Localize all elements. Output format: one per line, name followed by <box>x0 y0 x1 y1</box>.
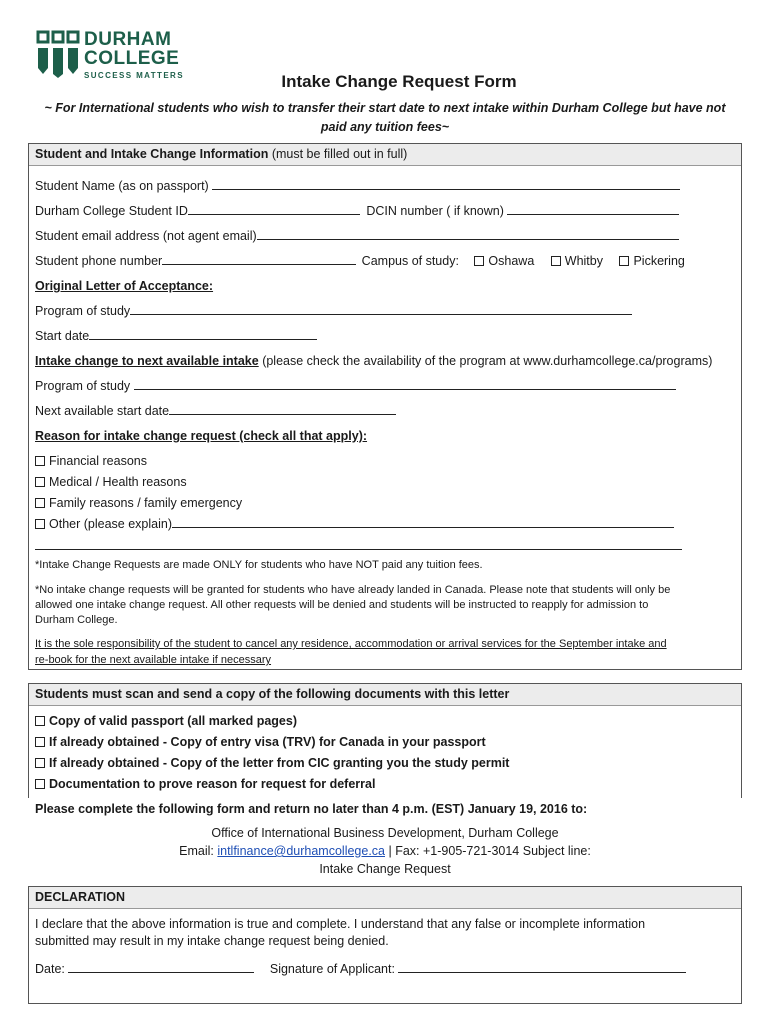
reason-other-checkbox[interactable] <box>35 519 45 529</box>
original-acceptance-heading: Original Letter of Acceptance: <box>35 279 214 293</box>
return-office: Office of International Business Development, Durham College <box>211 826 559 840</box>
doc-deferral-proof-row: Documentation to prove reason for request for deferral <box>35 776 375 792</box>
documents-section <box>28 683 742 798</box>
form-subtitle: ~ For International students who wish to transfer their start date to next intake within Durham College but have not paid any tuition fees~ <box>44 101 726 134</box>
logo-college-text: COLLEGE <box>84 48 180 69</box>
reason-medical-checkbox[interactable] <box>35 477 45 487</box>
next-start-date-field[interactable] <box>169 403 396 415</box>
return-email-line: Email: intlfinance@durhamcollege.ca | Fax: +1-905-721-3014 Subject line: <box>179 844 591 858</box>
logo-durham-text: DURHAM <box>84 29 172 50</box>
student-info-section <box>28 143 742 670</box>
note-landed-line3: Durham College. <box>35 614 118 626</box>
doc-deferral-proof-checkbox[interactable] <box>35 779 45 789</box>
original-program-row: Program of study <box>35 303 632 319</box>
new-program-field[interactable] <box>134 378 676 390</box>
campus-pickering-checkbox[interactable] <box>619 256 629 266</box>
doc-cic-letter-checkbox[interactable] <box>35 758 45 768</box>
reason-other-field[interactable] <box>172 516 674 528</box>
student-id-field[interactable] <box>188 203 360 215</box>
return-subject-line: Intake Change Request <box>319 862 451 876</box>
declaration-date-field[interactable] <box>68 961 254 973</box>
doc-cic-letter-row: If already obtained - Copy of the letter from CIC granting you the study permit <box>35 755 509 771</box>
student-name-row: Student Name (as on passport) <box>35 178 680 194</box>
original-program-field[interactable] <box>130 303 632 315</box>
declaration-text-line2: submitted may result in my intake change request being denied. <box>35 934 389 948</box>
student-name-field[interactable] <box>212 178 680 190</box>
return-email-link[interactable]: intlfinance@durhamcollege.ca <box>217 844 386 858</box>
return-deadline: Please complete the following form and return no later than 4 p.m. (EST) January 19, 2016 to: <box>35 802 588 816</box>
reason-other-extra-field[interactable] <box>35 538 682 550</box>
doc-passport-row: Copy of valid passport (all marked pages) <box>35 713 297 729</box>
intake-change-row <box>35 353 712 369</box>
reason-financial-row: Financial reasons <box>35 453 147 469</box>
intake-change-heading: Intake change to next available intake <box>35 354 259 368</box>
reason-other-extra-row <box>35 538 682 554</box>
reason-family-checkbox[interactable] <box>35 498 45 508</box>
note-responsibility-line1: It is the sole responsibility of the student to cancel any residence, accommodation or arrival services for the September intake and <box>35 638 667 650</box>
note-responsibility-line2: re-book for the next available intake if necessary <box>35 654 272 666</box>
dcin-field[interactable] <box>507 203 679 215</box>
original-start-date-field[interactable] <box>89 328 317 340</box>
reason-financial-checkbox[interactable] <box>35 456 45 466</box>
doc-passport-checkbox[interactable] <box>35 716 45 726</box>
reason-heading: Reason for intake change request (check all that apply): <box>35 429 368 443</box>
declaration-signature-row: Date: Signature of Applicant: <box>35 961 686 977</box>
student-phone-field[interactable] <box>162 253 356 265</box>
form-title: Intake Change Request Form <box>281 72 517 91</box>
doc-visa-row: If already obtained - Copy of entry visa (TRV) for Canada in your passport <box>35 734 486 750</box>
note-unpaid-fees: *Intake Change Requests are made ONLY for students who have NOT paid any tuition fees. <box>35 559 483 571</box>
reason-family-row: Family reasons / family emergency <box>35 495 242 511</box>
doc-visa-checkbox[interactable] <box>35 737 45 747</box>
campus-whitby-checkbox[interactable] <box>551 256 561 266</box>
note-landed-line2: allowed one intake change request. All other requests will be denied and students will be instructed to reapply for admission to <box>35 599 649 611</box>
documents-heading: Students must scan and send a copy of the following documents with this letter <box>29 684 741 706</box>
reason-medical-row: Medical / Health reasons <box>35 474 187 490</box>
declaration-section <box>28 886 742 1004</box>
student-info-heading: Student and Intake Change Information (must be filled out in full) <box>29 144 741 166</box>
new-program-row: Program of study <box>35 378 676 394</box>
original-start-date-row: Start date <box>35 328 317 344</box>
student-phone-row: Student phone number Campus of study: Oshawa Whitby Pickering <box>35 254 685 268</box>
declaration-heading: DECLARATION <box>29 887 741 909</box>
student-email-field[interactable] <box>257 228 679 240</box>
note-landed-line1: *No intake change requests will be granted for students who have already landed in Canada. Please note that students will only be <box>35 584 671 596</box>
declaration-text-line1: I declare that the above information is true and complete. I understand that any false or incomplete information <box>35 917 646 931</box>
reason-other-row: Other (please explain) <box>35 516 674 532</box>
logo-tagline: SUCCESS MATTERS <box>84 71 184 80</box>
campus-oshawa-checkbox[interactable] <box>474 256 484 266</box>
student-id-row: Durham College Student ID DCIN number ( if known) <box>35 203 679 219</box>
intake-change-note: (please check the availability of the program at www.durhamcollege.ca/programs) <box>262 354 713 368</box>
student-email-row: Student email address (not agent email) <box>35 228 679 244</box>
declaration-signature-field[interactable] <box>398 961 686 973</box>
next-start-date-row: Next available start date <box>35 403 396 419</box>
